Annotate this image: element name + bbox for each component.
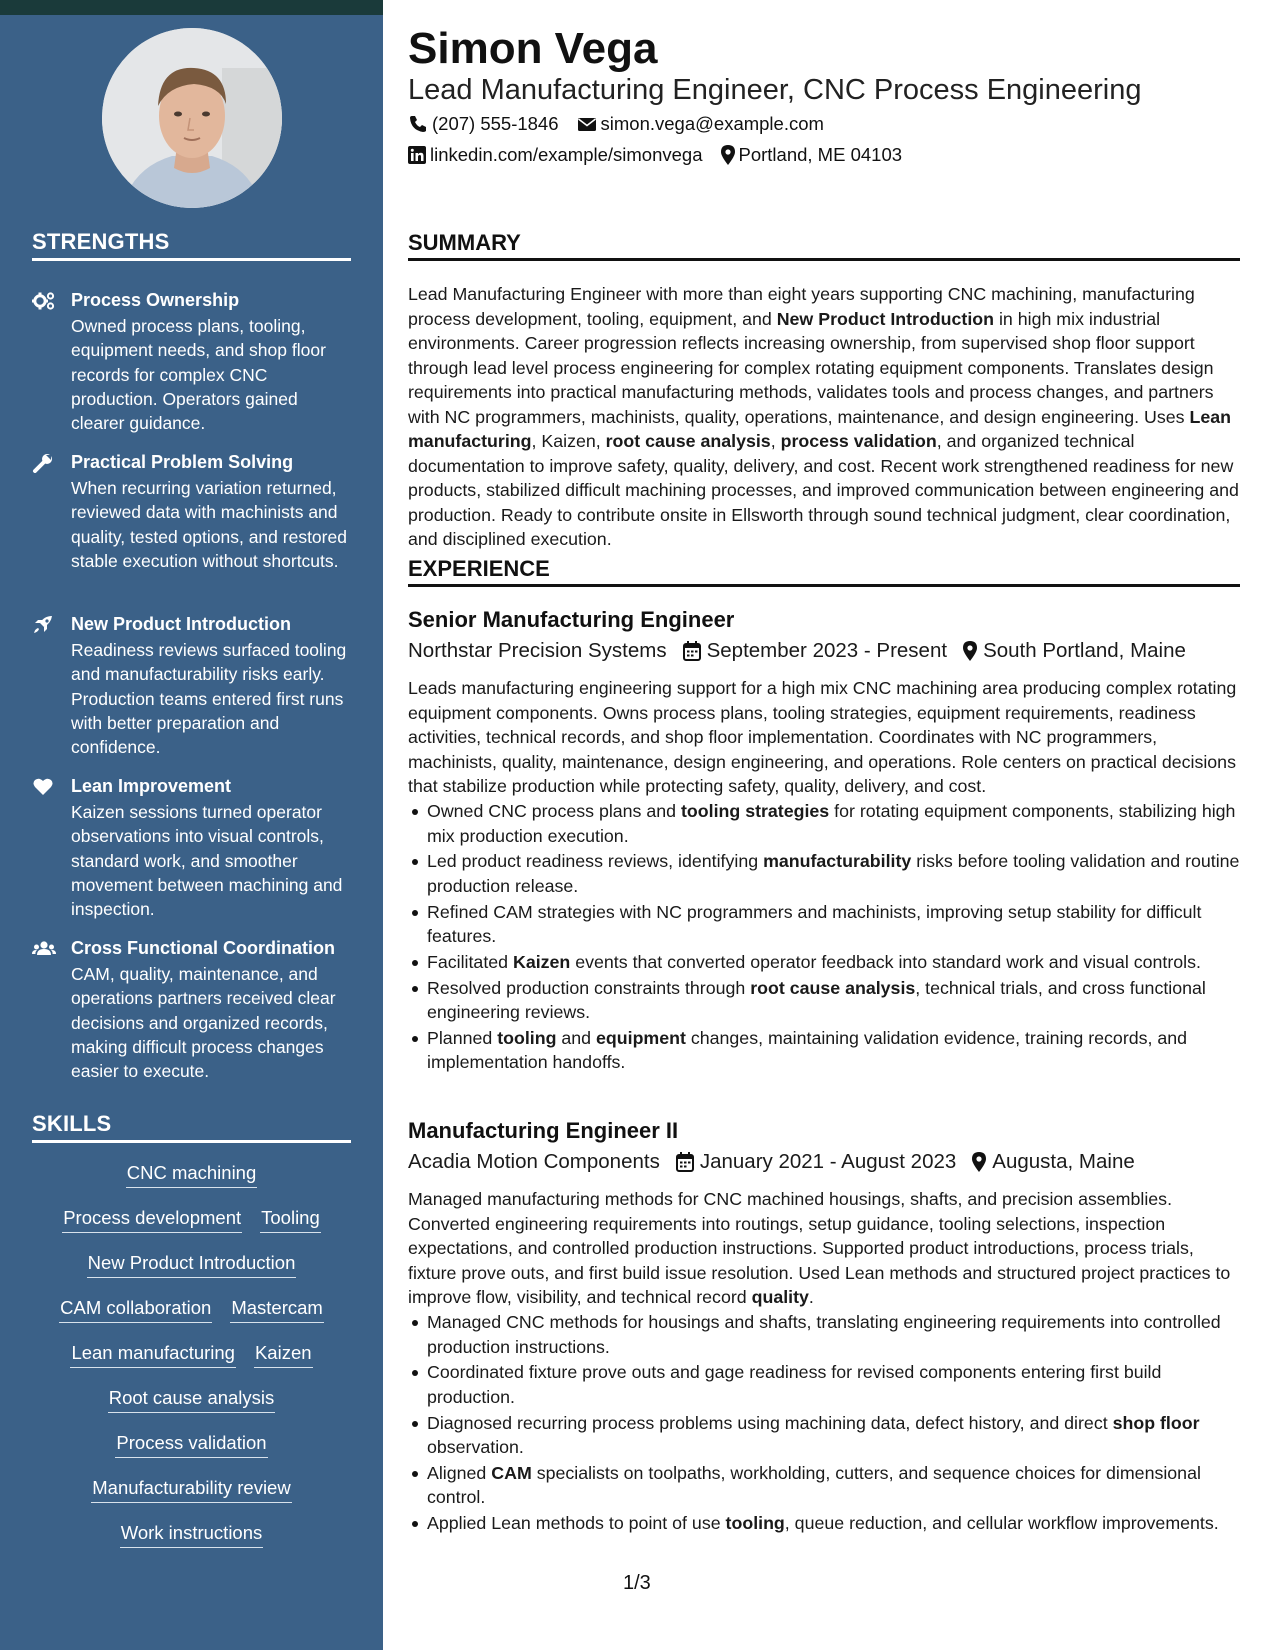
skill-tag: CAM collaboration	[59, 1295, 212, 1323]
text-run: Facilitated	[427, 951, 513, 972]
bold-text: root cause analysis	[750, 977, 916, 998]
bold-text: tooling	[725, 1513, 785, 1534]
bold-text: Lean manufacturing	[408, 406, 1231, 451]
company-name: Northstar Precision Systems	[408, 639, 667, 662]
text-run: and	[556, 1027, 597, 1048]
map-pin-icon	[721, 145, 735, 165]
text-run: Diagnosed recurring process problems using machining data, defect history, and direct	[427, 1412, 1113, 1433]
job-bullet	[408, 1360, 1240, 1409]
skill-tag: Work instructions	[120, 1520, 264, 1548]
text-run: observation.	[427, 1437, 524, 1458]
skills-row	[32, 1475, 351, 1503]
strength-description: CAM, quality, maintenance, and operations partners received clear decisions and organized records, making difficult process changes easier to execute.	[71, 964, 336, 1082]
location-contact	[721, 144, 903, 166]
job-bullet	[408, 1310, 1240, 1359]
job-description	[408, 1187, 1240, 1310]
map-pin-icon	[963, 641, 977, 661]
skills-row	[32, 1295, 351, 1323]
job-meta	[408, 639, 1186, 663]
text-run: Applied Lean methods to point of use	[427, 1513, 726, 1534]
strength-title: Cross Functional Coordination	[71, 938, 335, 958]
job-bullet-list	[408, 799, 1240, 1076]
skills-row	[32, 1205, 351, 1233]
contact-row	[408, 113, 842, 135]
job-meta	[408, 1150, 1135, 1174]
text-run: risks before tooling validation and routine production release.	[427, 851, 1240, 896]
bold-text: Kaizen	[512, 951, 571, 972]
text-run: .	[808, 1287, 814, 1307]
candidate-name: Simon Vega	[408, 24, 658, 73]
skill-tag: Manufacturability review	[91, 1475, 291, 1503]
phone-icon	[408, 115, 428, 133]
rocket-icon	[32, 615, 56, 635]
job-title: Manufacturing Engineer II	[408, 1118, 679, 1143]
text-run: , and organized technical documentation to improve safety, quality, delivery, and cost. Recent work strengthened readiness for new products, stabilized difficult machining processes, and improved communication between engineering and production. Ready to contribute onsite in Ellsworth through sound technical judgment, clear coordination, and disciplined execution.	[408, 431, 1239, 549]
sidebar-top-bar	[0, 0, 383, 15]
job-dates: September 2023 - Present	[706, 639, 948, 662]
text-run: Planned	[427, 1027, 498, 1048]
job-bullet-list	[408, 1310, 1240, 1537]
text-run: , technical trials, and cross functional engineering reviews.	[427, 977, 1206, 1023]
text-run: ,	[770, 431, 781, 451]
linkedin-contact[interactable]	[408, 144, 703, 166]
skills-row	[32, 1160, 351, 1188]
text-run: , Kaizen,	[531, 431, 606, 451]
company-name: Acadia Motion Components	[408, 1150, 660, 1173]
job-dates: January 2021 - August 2023	[699, 1150, 957, 1173]
job-bullet	[408, 900, 1240, 949]
bold-text: tooling strategies	[681, 801, 830, 821]
summary-title: SUMMARY	[408, 230, 1240, 261]
strength-title: New Product Introduction	[71, 614, 291, 634]
email-contact[interactable]	[577, 113, 824, 135]
text-run: Resolved production constraints through	[427, 977, 751, 998]
job-location: South Portland, Maine	[983, 639, 1186, 662]
text-run: Refined CAM strategies with NC programmers and machinists, improving setup stability for difficult features.	[427, 901, 1202, 947]
bold-text: quality	[751, 1287, 809, 1307]
strength-title: Lean Improvement	[71, 776, 232, 796]
text-run: Owned CNC process plans and	[427, 801, 681, 821]
heart-icon	[32, 777, 56, 797]
job-bullet	[408, 950, 1240, 975]
text-run: for rotating equipment components, stabilizing high mix production execution.	[427, 801, 1236, 846]
location-text: Portland, ME 04103	[738, 144, 903, 165]
job-bullet	[408, 1461, 1240, 1510]
contact-row	[408, 144, 920, 166]
sidebar	[0, 0, 383, 1650]
bold-text: manufacturability	[763, 851, 912, 872]
strength-title: Practical Problem Solving	[71, 452, 294, 472]
strengths-title: STRENGTHS	[32, 229, 351, 261]
profile-photo	[102, 28, 282, 208]
job-description	[408, 676, 1240, 799]
skill-tag: Process validation	[115, 1430, 267, 1458]
skill-tag: Tooling	[260, 1205, 321, 1233]
skill-tag: New Product Introduction	[87, 1250, 297, 1278]
job-bullet	[408, 1511, 1240, 1536]
skills-row	[32, 1430, 351, 1458]
text-run: events that converted operator feedback into standard work and visual controls.	[570, 951, 1201, 972]
phone-contact	[408, 113, 559, 135]
text-run: specialists on toolpaths, workholding, cutters, and sequence choices for dimensional control.	[427, 1462, 1201, 1508]
strength-description: Kaizen sessions turned operator observations into visual controls, standard work, and smoother movement between machining and inspection.	[71, 802, 343, 920]
skill-tag: Mastercam	[230, 1295, 324, 1323]
calendar-icon	[683, 641, 701, 661]
text-run: in high mix industrial environments. Career progression reflects increasing ownership, from supervised shop floor support through lead level process engineering for complex rotating equipment components. Translates design requirements into practical manufacturing methods, validates tools and process changes, and partners with NC programmers, machinists, quality, operations, maintenance, and design engineering. Uses	[408, 308, 1214, 427]
text-run: Managed manufacturing methods for CNC machined housings, shafts, and precision assemblies. Converted engineering requirements into routings, setup guidance, tooling selections, inspection expectations, and controlled production instructions. Supported product introductions, process trials, fixture prove outs, and first build issue resolution. Used Lean methods and structured project practices to improve flow, visibility, and technical record	[408, 1189, 1231, 1307]
job-bullet	[408, 976, 1240, 1025]
skills-row	[32, 1385, 351, 1413]
bold-text: CAM	[491, 1462, 532, 1483]
experience-title: EXPERIENCE	[408, 556, 1240, 587]
candidate-headline: Lead Manufacturing Engineer, CNC Process Engineering	[408, 74, 1142, 106]
email-address[interactable]: simon.vega@example.com	[600, 113, 824, 134]
job-bullet	[408, 849, 1240, 898]
skills-row	[32, 1340, 351, 1368]
skills-title: SKILLS	[32, 1111, 351, 1143]
skill-tag: Root cause analysis	[108, 1385, 276, 1413]
bold-text: equipment	[596, 1027, 686, 1048]
page-number: 1/3	[623, 1572, 651, 1594]
skills-row	[32, 1250, 351, 1278]
map-pin-icon	[972, 1152, 986, 1172]
job-bullet	[408, 1411, 1240, 1460]
wrench-icon	[32, 453, 56, 473]
job-title: Senior Manufacturing Engineer	[408, 607, 735, 632]
skill-tag: Process development	[62, 1205, 242, 1233]
bold-text: shop floor	[1112, 1412, 1200, 1433]
linkedin-icon	[408, 146, 426, 164]
skills-row	[32, 1520, 351, 1548]
skill-tag: CNC machining	[126, 1160, 258, 1188]
text-run: Lead Manufacturing Engineer with more than eight years supporting CNC machining, manufacturing process development, tooling, equipment, and	[408, 284, 1195, 329]
strength-description: When recurring variation returned, reviewed data with machinists and quality, tested options, and restored stable execution without shortcuts.	[71, 478, 347, 571]
users-icon	[32, 939, 56, 959]
text-run: changes, maintaining validation evidence, training records, and implementation handoffs.	[427, 1027, 1188, 1073]
calendar-icon	[676, 1152, 694, 1172]
bold-text: New Product Introduction	[776, 308, 995, 329]
strength-title: Process Ownership	[71, 290, 240, 310]
linkedin-url[interactable]: linkedin.com/example/simonvega	[430, 144, 703, 165]
text-run: , queue reduction, and cellular workflow improvements.	[784, 1513, 1219, 1534]
skill-tag: Lean manufacturing	[70, 1340, 236, 1368]
phone-number: (207) 555-1846	[432, 113, 559, 134]
job-location: Augusta, Maine	[992, 1150, 1135, 1173]
bold-text: root cause analysis	[605, 431, 771, 451]
text-run: Led product readiness reviews, identifying	[427, 851, 764, 872]
job-bullet	[408, 1026, 1240, 1075]
skill-tag: Kaizen	[254, 1340, 313, 1368]
text-run: Coordinated fixture prove outs and gage readiness for revised components entering first build production.	[427, 1362, 1162, 1407]
text-run: Leads manufacturing engineering support for a high mix CNC machining area producing complex rotating equipment components. Owns process plans, tooling strategies, equipment requirements, readiness activities, technical records, and shop floor implementation. Coordinates with NC programmers, machinists, quality, maintenance, design engineering, and operations. Role centers on practical decisions that stabilize production while protecting safety, quality, delivery, and cost.	[408, 678, 1237, 796]
text-run: Managed CNC methods for housings and shafts, translating engineering requirements into controlled production instructions.	[427, 1312, 1221, 1357]
bold-text: tooling	[497, 1027, 557, 1048]
envelope-icon	[577, 116, 597, 132]
job-bullet	[408, 799, 1240, 848]
gears-icon	[32, 291, 56, 311]
strength-description: Readiness reviews surfaced tooling and manufacturability risks early. Production teams entered first runs with better preparation and confidence.	[71, 640, 347, 758]
strength-description: Owned process plans, tooling, equipment needs, and shop floor records for complex CNC production. Operators gained clearer guidance.	[71, 316, 326, 434]
bold-text: process validation	[780, 431, 937, 451]
text-run: Aligned	[427, 1462, 492, 1483]
summary-paragraph	[408, 282, 1240, 552]
